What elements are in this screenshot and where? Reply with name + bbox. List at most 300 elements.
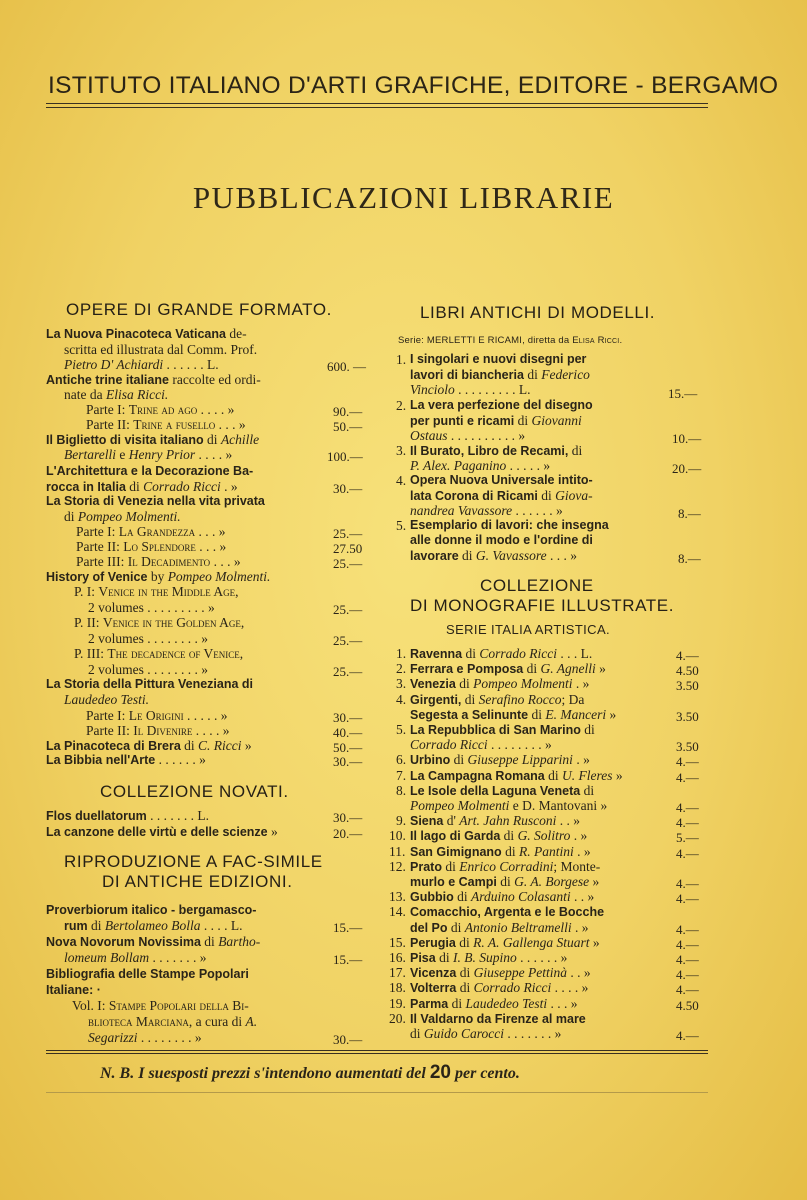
item-title: murlo e Campi: [410, 875, 497, 889]
entry-subtitle: Le Origini: [128, 708, 184, 723]
entry-author: Bertolameo Bolla: [104, 918, 201, 933]
item-line: [410, 737, 552, 753]
entry-part: Parte II:: [86, 417, 134, 432]
entry-author: Bertarelli: [64, 447, 116, 462]
item-title: Comacchio, Argenta e le Bocche: [410, 905, 605, 920]
entry-dots: . . . . . . . L.: [146, 808, 209, 823]
entry-text: by: [147, 569, 168, 584]
item-title: Pisa: [410, 951, 436, 965]
entry-line: [46, 326, 247, 342]
item-dots: . »: [572, 752, 590, 768]
item-text: di: [528, 706, 546, 722]
entry-part: Vol. I:: [72, 998, 109, 1013]
item-title: La Repubblica di San Marino: [410, 723, 581, 737]
entry-subtitle: Il Divenire: [133, 723, 193, 738]
entry-line: scritta ed illustrata dal Comm. Prof.: [64, 342, 258, 357]
item-number: 17.: [389, 965, 406, 981]
item-dots: . . . . . . »: [516, 950, 568, 965]
section-heading-novati: COLLEZIONE NOVATI.: [100, 782, 289, 801]
item-text: di: [410, 1026, 424, 1041]
entry-line: [46, 808, 209, 824]
entry-title: La canzone delle virtù e delle scienze: [46, 825, 268, 839]
item-title: San Gimignano: [410, 844, 502, 859]
item-text: di: [580, 722, 595, 737]
item-line: [410, 980, 588, 996]
item-line: [410, 707, 616, 723]
footnote-text: N. B. I suesposti prezzi s'intendono aumentati del: [100, 1065, 430, 1082]
entry-text: di: [125, 479, 144, 494]
header-rule-thin: [46, 107, 708, 108]
item-price: 4.—: [676, 754, 699, 770]
entry-price: 20.—: [333, 826, 363, 841]
entry-line: [64, 509, 181, 524]
entry-author: Bartho-: [218, 934, 261, 949]
entry-line: [72, 998, 249, 1013]
entry-author: Ostaus: [410, 428, 448, 443]
item-text: di: [496, 874, 515, 889]
entry-price: 10.—: [672, 431, 702, 446]
entry-title: La Pinacoteca di Brera: [46, 739, 181, 753]
item-price: 3.50: [676, 739, 699, 755]
item-dots: »: [589, 934, 600, 950]
section-heading-monografie: DI MONOGRAFIE ILLUSTRATE.: [410, 596, 675, 615]
item-author: Antonio Beltramelli: [464, 919, 572, 935]
item-price: 5.—: [676, 830, 699, 846]
entry-title: lavorare: [410, 549, 459, 563]
item-dots: . »: [572, 676, 590, 692]
item-text: di: [447, 919, 465, 935]
entry-text: di: [514, 413, 532, 428]
entry-dots: . . . . . . . »: [149, 950, 207, 965]
section-heading-antiche-edizioni: DI ANTICHE EDIZIONI.: [102, 872, 293, 891]
entry-line: 2 volumes . . . . . . . . »: [88, 631, 208, 646]
entry-author: Federico: [541, 367, 590, 382]
entry-price: 90.—: [333, 404, 363, 419]
entry-line: [64, 918, 243, 934]
entry-title: Antiche trine italiane: [46, 373, 169, 387]
item-text: di: [456, 980, 474, 996]
item-price: 4.—: [676, 1028, 699, 1043]
entry-line: [86, 708, 228, 723]
item-line: [410, 859, 600, 875]
entry-line: [46, 902, 256, 918]
item-price: 3.50: [676, 678, 699, 694]
item-title: Il lago di Garda: [410, 829, 501, 844]
item-text: di: [453, 889, 472, 905]
entry-title: La Storia di Venezia nella vita privata: [46, 494, 265, 508]
entry-price: 40.—: [333, 725, 363, 740]
item-author: Pompeo Molmenti: [410, 798, 510, 813]
entry-price: 25.—: [333, 633, 363, 648]
entry-author: Vinciolo: [410, 382, 455, 397]
entry-title: Bibliografia delle Stampe Popolari: [46, 967, 249, 981]
footnote-number: 20: [429, 1062, 451, 1083]
item-dots: ; Da: [561, 691, 585, 707]
entry-line: [46, 569, 270, 585]
entry-title: L'Architettura e la Decorazione Ba-: [46, 464, 254, 478]
entry-line: 2 volumes . . . . . . . . »: [88, 662, 208, 677]
item-author: Corrado Ricci: [410, 737, 488, 753]
item-price: 4.—: [676, 648, 699, 663]
item-line: [410, 828, 587, 844]
entry-number: 4.: [396, 473, 407, 488]
entry-subtitle: Trine ad ago: [128, 402, 198, 417]
item-text: di: [435, 950, 453, 965]
entry-author: Corrado Ricci: [143, 479, 221, 494]
entry-author: Pompeo Molmenti.: [167, 569, 271, 584]
section-heading-grande-formato: OPERE DI GRANDE FORMATO.: [66, 300, 332, 319]
entry-dots: »: [241, 738, 252, 753]
entry-line: [86, 723, 229, 738]
entry-line: [64, 357, 219, 372]
entry-text: , a cura di: [188, 1014, 246, 1029]
item-title: Urbino: [410, 753, 451, 768]
entry-line: [46, 432, 259, 448]
item-line: [410, 722, 595, 738]
entry-dots: . . . . . . . . »: [137, 1030, 202, 1045]
entry-part: Parte II:: [76, 539, 124, 554]
entry-title: History of Venice: [46, 570, 148, 584]
entry-line: [88, 1014, 257, 1029]
item-line: [410, 752, 590, 768]
item-line: [410, 950, 567, 966]
entry-title: Il Biglietto di visita italiano: [46, 433, 204, 447]
entry-dots: . . . . . . . . . L.: [454, 382, 531, 397]
entry-line: [410, 428, 525, 443]
series-editor: Elisa Ricci.: [572, 335, 623, 346]
item-dots: . »: [573, 843, 591, 859]
entry-price: 30.—: [333, 754, 363, 769]
series-italia-artistica: SERIE ITALIA ARTISTICA.: [446, 622, 611, 637]
entry-text: di: [200, 934, 219, 949]
entry-line: [74, 584, 239, 599]
item-dots: . . . . . . . . »: [487, 737, 552, 753]
item-number: 9.: [396, 813, 407, 829]
entry-part: Parte I:: [86, 708, 129, 723]
item-text: di: [544, 767, 563, 783]
item-number: 19.: [389, 995, 406, 1011]
entry-price: 30.—: [333, 810, 363, 825]
entry-author: Giovanni: [531, 413, 582, 428]
item-dots: . . . . »: [551, 980, 589, 996]
item-title: Parma: [410, 996, 449, 1011]
entry-dots: . . . . »: [197, 402, 235, 417]
item-dots: »: [612, 767, 623, 783]
entry-line: [46, 982, 101, 998]
item-number: 13.: [389, 889, 406, 905]
entry-price: 27.50: [333, 541, 363, 556]
item-text: di: [448, 995, 466, 1011]
item-title: Gubbio: [410, 890, 454, 905]
item-price: 4.—: [676, 891, 699, 907]
entry-text: de-: [225, 326, 247, 341]
item-price: 4.50: [676, 997, 699, 1013]
item-line: [410, 874, 599, 890]
item-author: G. Agnelli: [540, 661, 596, 677]
item-dots: . . . L.: [557, 646, 593, 661]
entry-title: Esemplario di lavori: che insegna: [410, 518, 609, 532]
item-dots: . »: [570, 828, 588, 844]
entry-price: 600. —: [327, 359, 366, 374]
entry-author: lomeum Bollam: [64, 950, 150, 965]
entry-author: Laudedeo Testi.: [64, 692, 150, 707]
entry-line: [46, 966, 249, 982]
item-line: [410, 661, 606, 677]
entry-title: alle donne il modo e l'ordine di: [410, 533, 593, 547]
item-dots: ; Monte-: [553, 858, 601, 874]
entry-line: [46, 372, 261, 388]
item-text: d': [443, 813, 460, 829]
entry-price: 15.—: [668, 386, 698, 401]
item-author: U. Fleres: [562, 767, 613, 783]
entry-title: La Bibbia nell'Arte: [46, 753, 156, 767]
item-author: R. A. Gallenga Stuart: [473, 934, 590, 950]
item-author: Laudedeo Testi: [465, 995, 548, 1011]
series-line: [398, 330, 622, 348]
entry-part: P. II:: [74, 615, 103, 630]
entry-subtitle: Venice in the Middle Age,: [98, 584, 239, 599]
entry-dots: . . . »: [210, 554, 241, 569]
item-author: Arduino Colasanti: [471, 889, 571, 905]
entry-price: 25.—: [333, 526, 363, 541]
item-title: Vicenza: [410, 966, 457, 981]
item-number: 2.: [396, 661, 407, 677]
item-title: Venezia: [410, 677, 456, 692]
item-author: Corrado Ricci: [473, 980, 552, 996]
entry-line: [88, 1030, 202, 1045]
item-dots: . . . . . . . »: [504, 1026, 562, 1041]
item-number: 1.: [396, 646, 407, 661]
entry-author: C. Ricci: [198, 738, 242, 753]
entry-title: lata Corona di Ricami: [410, 489, 538, 503]
item-title: Ravenna: [410, 647, 463, 661]
entry-title: per punti e ricami: [410, 414, 515, 428]
footer-rule: [46, 1050, 708, 1051]
item-author: Pompeo Molmenti: [473, 676, 573, 692]
item-price: 4.—: [676, 800, 699, 815]
entry-dots: . . . . . »: [506, 458, 551, 473]
entry-subtitle: Venice in the Golden Age,: [102, 615, 245, 630]
entry-text: di: [64, 509, 78, 524]
entry-line: [76, 524, 226, 539]
series-text: diretta da: [524, 335, 573, 346]
entry-subtitle: blioteca Marciana: [88, 1014, 189, 1029]
item-author: Guido Carocci: [423, 1026, 505, 1041]
item-author: Enrico Corradini: [459, 858, 554, 874]
item-author: I. B. Supino: [452, 950, 517, 965]
entry-price: 50.—: [333, 419, 363, 434]
header-rule: [46, 103, 708, 104]
item-text: di: [580, 782, 595, 798]
entry-author: Giova-: [555, 488, 593, 503]
entry-line: [410, 503, 563, 518]
item-text: di: [501, 843, 519, 859]
entry-dots: . . . »: [215, 417, 246, 432]
entry-text: di: [203, 432, 221, 447]
item-dots: »: [606, 706, 617, 722]
item-author: G. A. Borgese: [514, 874, 590, 889]
entry-title: La Nuova Pinacoteca Vaticana: [46, 327, 226, 341]
item-text: di: [456, 965, 474, 981]
item-title: Perugia: [410, 935, 456, 950]
item-price: 4.—: [676, 967, 699, 983]
entry-title: Opera Nuova Universale intito-: [410, 473, 593, 487]
item-author: Giuseppe Pettinà: [473, 965, 567, 981]
item-number: 6.: [396, 752, 407, 768]
item-text: di: [523, 661, 541, 677]
entry-subtitle: The decadence of Venice,: [107, 646, 244, 661]
entry-text: di: [523, 367, 542, 382]
item-number: 8.: [396, 782, 407, 798]
item-dots: . »: [571, 919, 589, 935]
entry-author: Achille: [220, 432, 260, 447]
section-heading-libri-antichi: LIBRI ANTICHI DI MODELLI.: [420, 303, 656, 322]
item-number: 14.: [389, 904, 406, 920]
entry-line: [74, 646, 243, 661]
item-dots: »: [589, 874, 600, 889]
entry-number: 2.: [396, 398, 407, 413]
entry-dots: . . . . »: [195, 447, 233, 462]
entry-line: [410, 413, 582, 429]
footnote: [100, 1062, 700, 1084]
section-heading-collezione: COLLEZIONE: [480, 576, 594, 595]
entry-price: 15.—: [333, 920, 363, 935]
entry-subtitle: Trine a fusello: [133, 417, 216, 432]
entry-text: di: [537, 488, 556, 503]
item-number: 16.: [389, 950, 406, 965]
entry-author: Pompeo Molmenti.: [77, 509, 181, 524]
entry-text: di: [87, 918, 105, 933]
entry-author: A.: [245, 1014, 258, 1029]
item-author: G. Solitro: [517, 828, 571, 844]
entry-author: Elisa Ricci.: [105, 387, 169, 402]
item-number: 7.: [396, 767, 407, 783]
footnote-text-end: per cento.: [450, 1065, 520, 1082]
item-line: [410, 1011, 586, 1027]
item-author: R. Pantini: [518, 843, 574, 859]
item-price: 4.—: [676, 815, 699, 831]
entry-title: lavori di biancheria: [410, 368, 524, 382]
item-price: 4.—: [676, 936, 699, 952]
entry-title: La vera perfezione del disegno: [410, 398, 593, 412]
entry-subtitle: La Grandezza: [118, 524, 196, 539]
entry-title: I singolari e nuovi disegni per: [410, 352, 587, 366]
item-line: [410, 768, 623, 784]
section-heading-fac-simile: RIPRODUZIONE A FAC-SIMILE: [64, 852, 323, 871]
entry-dots: . . . »: [195, 524, 226, 539]
entry-number: 5.: [396, 518, 407, 533]
item-author: Giuseppe Lipparini: [467, 752, 573, 768]
item-title: Ferrara e Pomposa: [410, 662, 524, 677]
entry-part: Parte I:: [86, 402, 129, 417]
entry-line: [410, 367, 590, 383]
entry-author: Henry Prior: [128, 447, 196, 462]
item-line: [410, 1026, 561, 1042]
entry-line: [410, 458, 550, 473]
entry-title: Flos duellatorum: [46, 809, 147, 823]
entry-line: [64, 950, 207, 965]
item-price: 3.50: [676, 708, 699, 724]
entry-price: 15.—: [333, 952, 363, 967]
item-title: del Po: [410, 920, 448, 935]
item-line: [410, 813, 580, 829]
entry-dots: . . . . »: [192, 723, 230, 738]
entry-line: [46, 934, 260, 950]
item-price: 4.—: [676, 982, 699, 998]
item-line: [410, 889, 594, 905]
entry-price: 30.—: [333, 710, 363, 725]
entry-dots: . . . »: [195, 539, 227, 554]
item-author: Serafino Rocco: [478, 691, 562, 707]
item-line: [410, 676, 589, 692]
entry-dots: . »: [220, 479, 238, 494]
entry-title: La Storia della Pittura Veneziana di: [46, 677, 254, 691]
entry-dots: . . . . . . L.: [163, 357, 219, 372]
entry-title: rum: [64, 919, 88, 933]
item-title: Prato: [410, 859, 442, 874]
entry-dots: . . . . . . »: [512, 503, 563, 518]
item-dots: . . »: [566, 965, 591, 981]
entry-author: Pietro D' Achiardi: [64, 357, 164, 372]
item-line: [410, 904, 604, 920]
entry-price: 30.—: [333, 1032, 363, 1047]
series-label: Serie: MERLETTI E RICAMI,: [398, 335, 525, 346]
item-text: di: [455, 676, 474, 692]
entry-author: Segarizzi: [88, 1030, 138, 1045]
item-number: 4.: [396, 691, 407, 707]
footer-rule-thick: [46, 1053, 708, 1054]
entry-price: 8.—: [678, 551, 701, 566]
entry-line: [46, 752, 206, 768]
page-title: PUBBLICAZIONI LIBRARIE: [192, 180, 615, 215]
item-line: [410, 935, 600, 951]
item-line: [410, 965, 591, 981]
entry-title: Il Burato, Libro de Recami,: [410, 444, 569, 458]
entry-line: [410, 488, 593, 504]
page-bottom-rule: [46, 1092, 708, 1093]
entry-line: [64, 387, 168, 402]
entry-price: 25.—: [333, 556, 363, 571]
entry-part: Parte I:: [76, 524, 119, 539]
entry-text: di: [180, 738, 199, 753]
item-text: di: [455, 934, 474, 950]
entry-title: rocca in Italia: [46, 480, 126, 494]
item-number: 5.: [396, 722, 407, 737]
entry-author: G. Vavassore: [475, 548, 547, 563]
item-price: 4.—: [676, 952, 699, 967]
item-dots: . . »: [556, 813, 581, 829]
item-line: [410, 692, 584, 708]
item-text: di: [462, 646, 480, 661]
entry-title: Nova Novorum Novissima: [46, 935, 201, 949]
item-dots: »: [595, 661, 606, 677]
entry-price: 20.—: [672, 461, 702, 476]
entry-price: 25.—: [333, 664, 363, 679]
entry-price: 25.—: [333, 602, 363, 617]
entry-dots: . . . . . »: [183, 708, 228, 723]
entry-title: Proverbiorum italico - bergamasco-: [46, 903, 257, 917]
item-price: 4.—: [676, 769, 699, 785]
entry-dots: . . . . L.: [200, 918, 243, 933]
entry-subtitle: Il Decadimento: [127, 554, 211, 569]
entry-text: e: [116, 447, 129, 462]
item-number: 11.: [389, 843, 406, 859]
item-title: Volterra: [410, 981, 457, 996]
entry-line: [74, 615, 244, 630]
entry-line: 2 volumes . . . . . . . . . »: [88, 600, 215, 615]
entry-price: 8.—: [678, 506, 701, 521]
publisher-header: ISTITUTO ITALIANO D'ARTI GRAFICHE, EDITORE - BERGAMO: [48, 72, 779, 99]
